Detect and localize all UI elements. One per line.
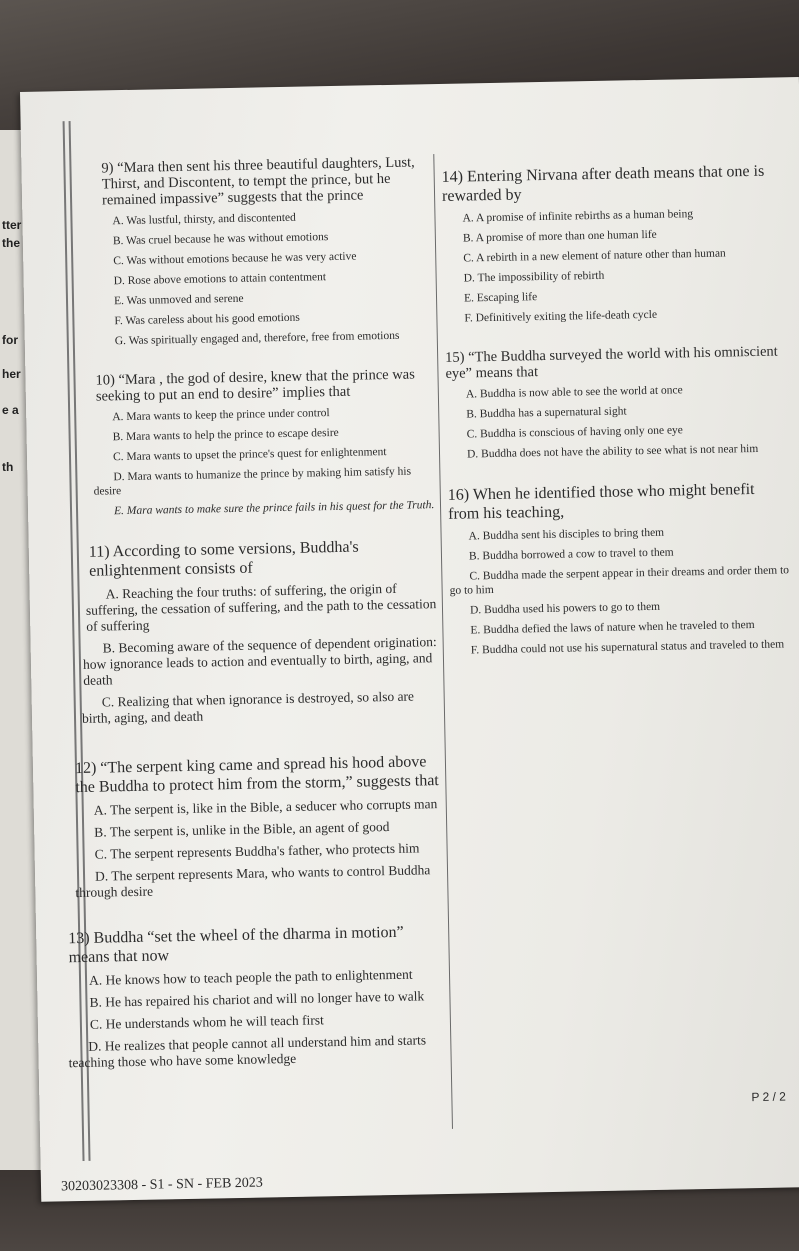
option: B. Was cruel because he was without emotions [112, 231, 329, 248]
option: D. Buddha does not have the ability to see what is not near him [466, 442, 759, 461]
option: D. Mara wants to humanize the prince by making him satisfy his desire [93, 465, 412, 498]
option: B. Buddha has a supernatural sight [466, 405, 627, 421]
option: A. A promise of infinite rebirths as a human being [462, 208, 694, 225]
option: D. The impossibility of rebirth [463, 269, 605, 285]
question-stem: 16) When he identified those who might benefit from his teaching, [447, 480, 755, 523]
question-14 [442, 161, 785, 325]
option: C. Buddha is conscious of having only one eye [466, 424, 683, 441]
option: F. Buddha could not use his supernatural status and traveled to them [470, 638, 785, 657]
margin-fragment: tter [2, 218, 22, 232]
option: F. Definitively exiting the life-death cycle [464, 308, 658, 325]
exam-code: 30203023308 - S1 - SN - FEB 2023 [60, 1175, 263, 1195]
margin-fragment: her [2, 367, 21, 381]
question-12 [73, 752, 446, 901]
option: G. Was spiritually engaged and, therefore, free from emotions [114, 329, 400, 348]
option: C. Buddha made the serpent appear in their dreams and order them to go to him [449, 564, 790, 597]
margin-fragment: th [2, 460, 14, 474]
question-15 [445, 343, 787, 462]
left-column [61, 154, 449, 1077]
page-number: P 2 / 2 [751, 1089, 787, 1105]
option: C. A rebirth in a new element of nature other than human [463, 247, 726, 265]
question-stem: 12) “The serpent king came and spread his hood above the Buddha to protect him from the storm,” suggests that [74, 753, 439, 797]
right-column [442, 161, 791, 663]
option: A. Was lustful, thirsty, and discontented [112, 211, 296, 228]
question-stem: 14) Entering Nirvana after death means that one is rewarded by [441, 162, 765, 205]
question-stem: 11) According to some versions, Buddha's enlightenment consists of [88, 538, 359, 580]
option: F. Was careless about his good emotions [114, 311, 300, 328]
option: D. He realizes that people cannot all understand him and starts teaching those who have some knowledge [68, 1032, 427, 1071]
option: C. Mara wants to upset the prince's quest for enlightenment [112, 446, 387, 464]
option: A. The serpent is, like in the Bible, a seducer who corrupts man [93, 796, 438, 818]
question-9 [61, 154, 435, 349]
question-16 [448, 479, 791, 657]
option: B. The serpent is, unlike in the Bible, an agent of good [94, 819, 390, 840]
question-stem: 10) “Mara , the god of desire, knew that the prince was seeking to put an end to desire” implies that [95, 366, 415, 405]
option: B. He has repaired his chariot and will no longer have to walk [89, 988, 425, 1010]
exam-sheet [20, 77, 799, 1202]
question-10 [65, 366, 438, 519]
option: D. Buddha used his powers to go to them [469, 600, 661, 617]
question-stem: 9) “Mara then sent his three beautiful daughters, Lust, Thirst, and Discontent, to tempt the prince, but he remained impassive” suggests that the prince [101, 154, 415, 209]
option: B. Mara wants to help the prince to escape desire [112, 426, 339, 444]
margin-fragment: for [2, 333, 18, 347]
option: D. Rose above emotions to attain contentment [113, 271, 327, 288]
option: A. Buddha is now able to see the world at once [465, 384, 683, 401]
option: E. Was unmoved and serene [113, 292, 244, 308]
option: B. A promise of more than one human life [462, 228, 657, 245]
option: A. Reaching the four truths: of suffering, the origin of suffering, the cessation of suffering, and the path to the cessation of suffering [85, 580, 437, 634]
question-stem: 13) Buddha “set the wheel of the dharma in motion” means that now [68, 923, 404, 967]
option: C. Was without emotions because he was very active [113, 250, 357, 268]
option: B. Buddha borrowed a cow to travel to them [468, 546, 674, 563]
option: E. Escaping life [463, 291, 538, 305]
option: E. Mara wants to make sure the prince fails in his quest for the Truth. [113, 499, 435, 518]
option: D. The serpent represents Mara, who wants to control Buddha through desire [75, 862, 431, 901]
question-13 [68, 922, 449, 1071]
margin-fragment: the [2, 236, 20, 250]
option: C. The serpent represents Buddha's father, who protects him [94, 840, 420, 862]
option: C. Realizing that when ignorance is destroyed, so also are birth, aging, and death [81, 688, 415, 726]
option: E. Buddha defied the laws of nature when he traveled to them [470, 618, 755, 637]
option: A. Mara wants to keep the prince under control [112, 407, 330, 424]
option: B. Becoming aware of the sequence of dependent origination: how ignorance leads to action and eventually to birth, aging, and death [82, 634, 437, 688]
question-11 [69, 536, 442, 727]
option: A. Buddha sent his disciples to bring them [468, 526, 665, 543]
margin-fragment: e a [2, 403, 19, 417]
option: C. He understands whom he will teach first [89, 1012, 324, 1032]
question-stem: 15) “The Buddha surveyed the world with his omniscient eye” means that [445, 343, 778, 382]
option: A. He knows how to teach people the path to enlightenment [88, 966, 413, 988]
